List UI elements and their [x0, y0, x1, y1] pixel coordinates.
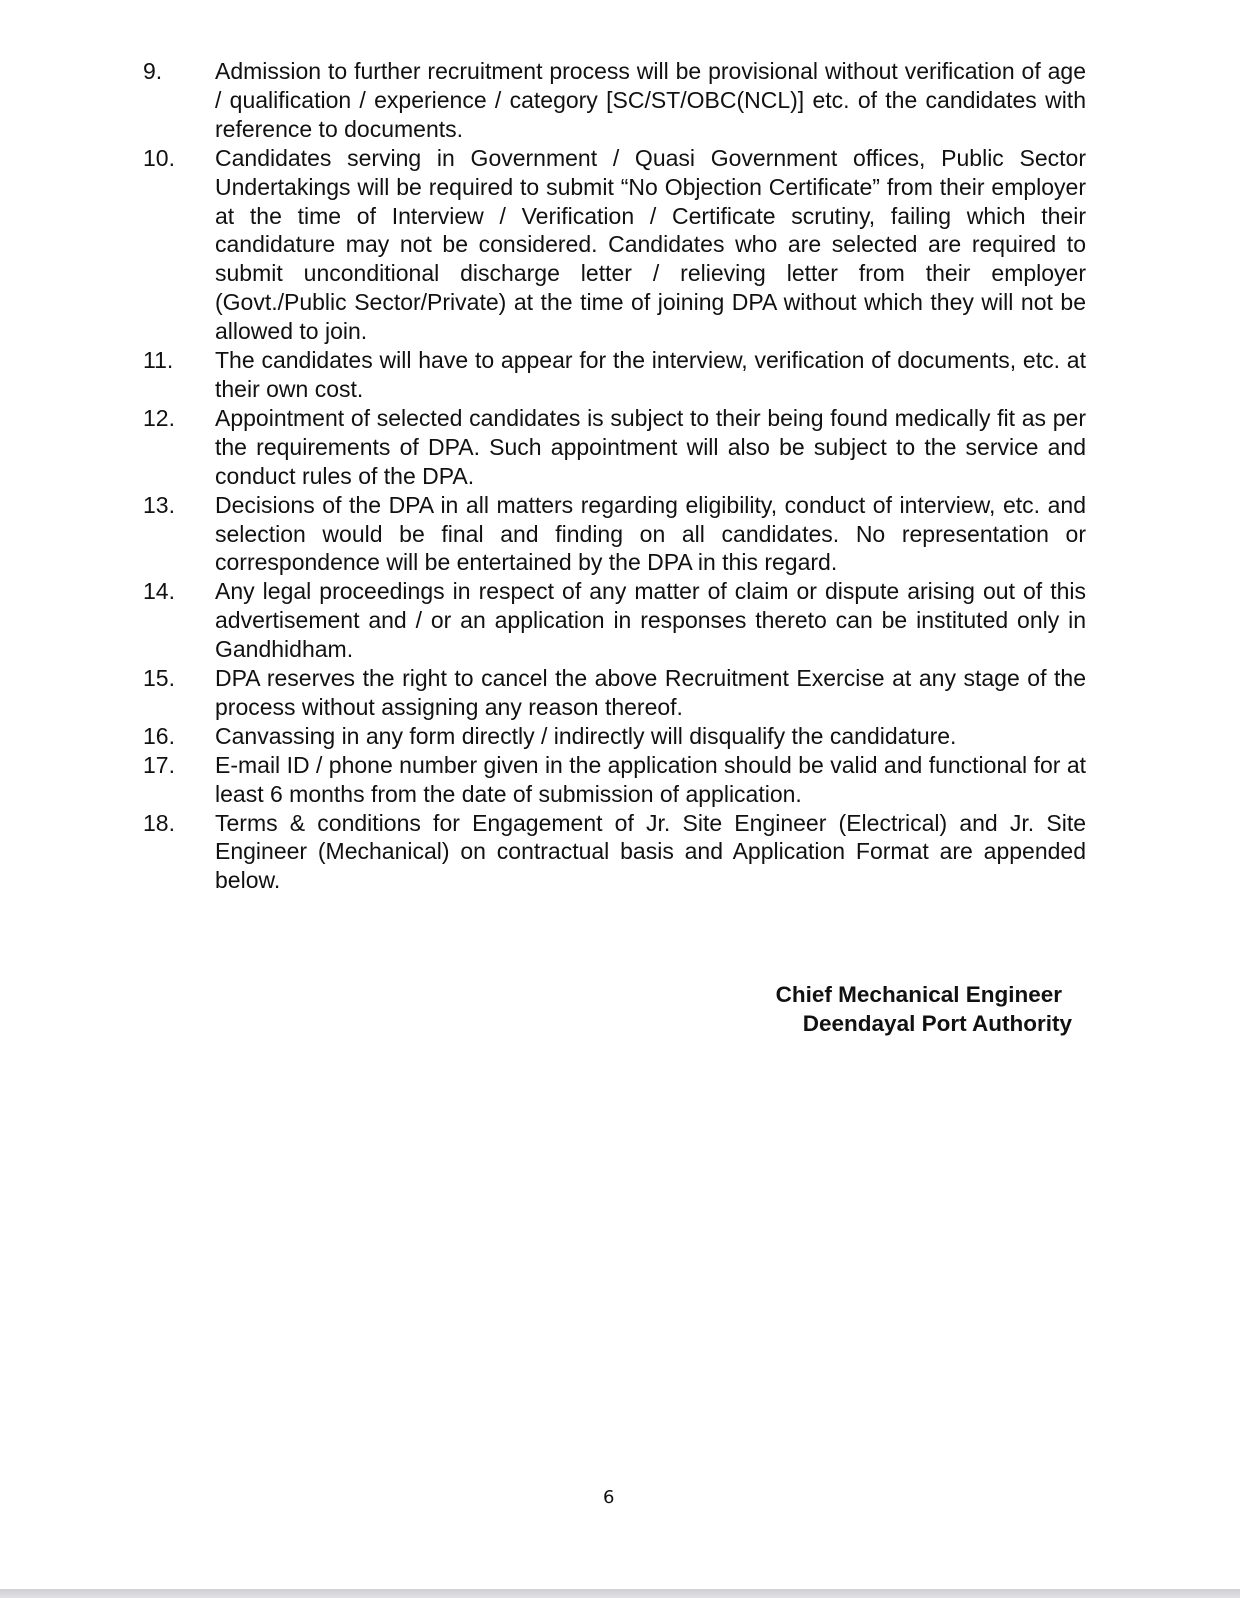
list-item-9 — [143, 57, 1086, 144]
item-number: 11. — [143, 347, 174, 374]
terms-list — [143, 57, 1086, 895]
item-text: DPA reserves the right to cancel the above Recruitment Exercise at any stage of the process without assigning any reason thereof. — [215, 665, 1086, 720]
item-text: Appointment of selected candidates is subject to their being found medically fit as per the requirements of DPA. Such appointment will also be subject to the service and conduct rules of the DPA. — [215, 404, 1086, 489]
list-item-17 — [143, 751, 1086, 809]
item-text: Admission to further recruitment process will be provisional without verification of age / qualification / experience / category [SC/ST/OBC(NCL)] etc. of the candidates with reference to documents. — [215, 58, 1086, 142]
list-item-18 — [143, 809, 1086, 896]
item-text: Canvassing in any form directly / indirectly will disqualify the candidature. — [215, 722, 957, 749]
item-text: Candidates serving in Government / Quasi Government offices, Public Sector Undertakings will be required to submit “No Objection Certificate” from their employer at the time of Interview / Verification / Certificate scrutiny, failing which their candidature may not be considered. Candidates who are selected are required to submit unconditional discharge letter / relieving letter from their employer (Govt./Public Sector/Private) at the time of joining DPA without which they will not be allowed to join. — [215, 144, 1086, 345]
page-bottom-edge — [0, 1589, 1240, 1598]
page-number: 6 — [603, 1487, 615, 1508]
signatory-organization: Deendayal Port Authority — [802, 1011, 1072, 1036]
item-number: 16. — [143, 722, 175, 749]
list-item-12 — [143, 404, 1086, 491]
item-number: 18. — [143, 809, 175, 836]
item-text: Any legal proceedings in respect of any matter of claim or dispute arising out of this advertisement and / or an application in responses thereto can be instituted only in Gandhidham. — [215, 578, 1086, 663]
item-number: 13. — [143, 491, 175, 518]
item-number: 15. — [143, 665, 175, 692]
item-text: Terms & conditions for Engagement of Jr. Site Engineer (Electrical) and Jr. Site Engineer (Mechanical) on contractual basis and Application Format are appended below. — [215, 809, 1086, 894]
signatory-title: Chief Mechanical Engineer — [775, 982, 1062, 1007]
item-number: 9. — [143, 58, 163, 84]
item-number: 14. — [143, 578, 175, 605]
list-item-10 — [143, 144, 1086, 346]
item-number: 17. — [143, 751, 175, 778]
item-text: The candidates will have to appear for the interview, verification of documents, etc. at their own cost. — [215, 347, 1086, 402]
list-item-15 — [143, 664, 1086, 722]
list-item-11 — [143, 346, 1086, 404]
item-text: E-mail ID / phone number given in the application should be valid and functional for at least 6 months from the date of submission of application. — [215, 751, 1086, 807]
list-item-14 — [143, 577, 1086, 664]
list-item-13 — [143, 491, 1086, 578]
list-item-16 — [143, 722, 1086, 751]
item-number: 10. — [143, 144, 175, 171]
item-number: 12. — [143, 404, 175, 431]
signature-block — [776, 980, 1072, 1038]
item-text: Decisions of the DPA in all matters regarding eligibility, conduct of interview, etc. and selection would be final and finding on all candidates. No representation or correspondence will be entertained by the DPA in this regard. — [215, 491, 1086, 576]
